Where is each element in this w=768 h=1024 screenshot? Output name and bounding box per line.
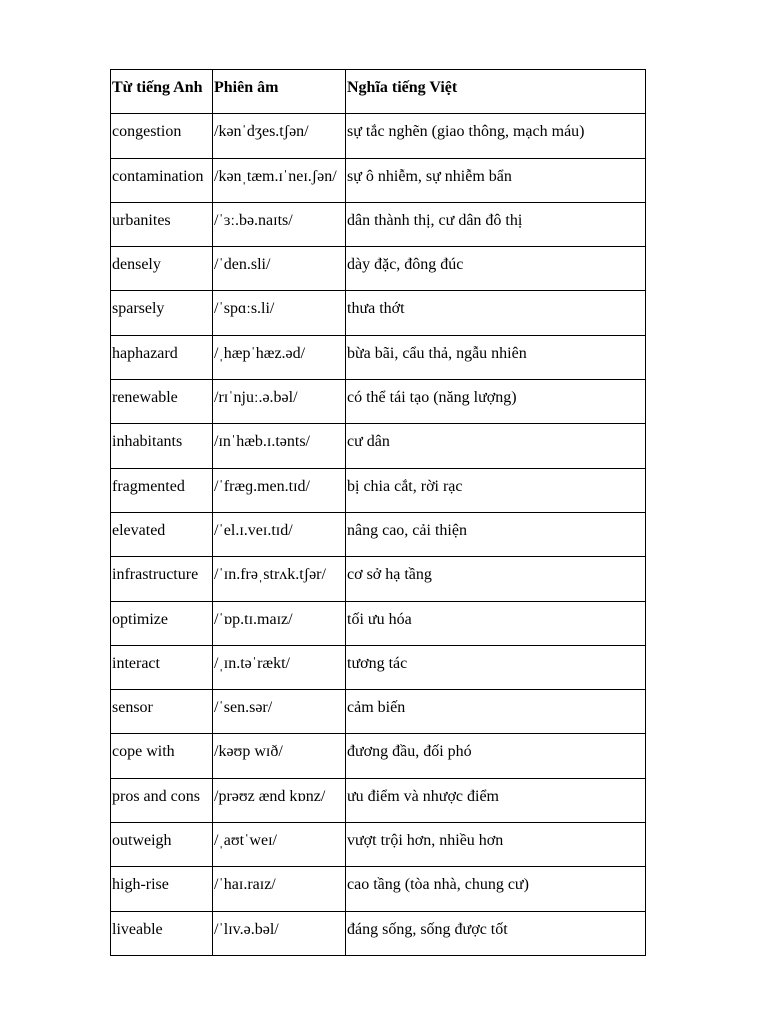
vietnamese-meaning-cell [346,380,646,424]
vietnamese-meaning-text: cao tầng (tòa nhà, chung cư) [347,876,529,894]
pronunciation-cell [213,424,346,468]
english-word-cell [111,557,213,601]
pronunciation-cell [213,335,346,379]
pronunciation-text: /ˌɪn.təˈrækt/ [214,654,290,672]
vietnamese-meaning-text: sự ô nhiễm, sự nhiễm bẩn [347,167,512,185]
english-word-cell [111,911,213,955]
table-row [111,512,646,556]
pronunciation-cell [213,911,346,955]
pronunciation-text: /ˈsen.sər/ [214,699,273,717]
vietnamese-meaning-cell [346,645,646,689]
pronunciation-cell [213,158,346,202]
pronunciation-cell [213,247,346,291]
vietnamese-meaning-cell [346,557,646,601]
english-word-cell [111,380,213,424]
table-row [111,158,646,202]
vietnamese-meaning-text: có thể tái tạo (năng lượng) [347,389,517,407]
table-row [111,291,646,335]
table-row [111,335,646,379]
vietnamese-meaning-text: cư dân [347,433,390,451]
vietnamese-meaning-cell [346,468,646,512]
vietnamese-meaning-text: nâng cao, cải thiện [347,521,467,539]
vocabulary-table [110,69,646,956]
english-word-text: cope with [112,743,175,761]
english-word-text: inhabitants [112,433,183,451]
pronunciation-cell [213,867,346,911]
english-word-text: densely [112,256,161,274]
pronunciation-cell [213,778,346,822]
table-row [111,424,646,468]
vietnamese-meaning-cell [346,911,646,955]
vietnamese-meaning-text: bừa bãi, cẩu thả, ngẫu nhiên [347,344,527,362]
pronunciation-cell [213,823,346,867]
english-word-cell [111,424,213,468]
table-row [111,778,646,822]
english-word-text: liveable [112,920,163,938]
english-word-cell [111,645,213,689]
english-word-cell [111,778,213,822]
english-word-text: fragmented [112,477,185,495]
english-word-text: pros and cons [112,787,200,805]
pronunciation-text: /ˌhæpˈhæz.əd/ [214,344,306,362]
pronunciation-text: /ˈɜː.bə.naɪts/ [214,211,293,229]
english-word-text: urbanites [112,211,171,229]
english-word-cell [111,114,213,158]
pronunciation-cell [213,512,346,556]
vietnamese-meaning-cell [346,335,646,379]
table-row [111,867,646,911]
pronunciation-text: /ˌaʊtˈweɪ/ [214,832,277,850]
pronunciation-cell [213,202,346,246]
pronunciation-text: /ˈɒp.tɪ.maɪz/ [214,610,293,628]
pronunciation-cell [213,291,346,335]
vietnamese-meaning-text: tối ưu hóa [347,610,412,628]
table-row [111,247,646,291]
header-vietnamese-text: Nghĩa tiếng Việt [347,79,458,96]
english-word-cell [111,335,213,379]
vietnamese-meaning-cell [346,291,646,335]
english-word-cell [111,734,213,778]
vietnamese-meaning-cell [346,114,646,158]
english-word-cell [111,468,213,512]
english-word-text: sensor [112,699,153,717]
vietnamese-meaning-cell [346,512,646,556]
vietnamese-meaning-text: cảm biến [347,699,406,717]
vietnamese-meaning-cell [346,867,646,911]
vietnamese-meaning-text: đáng sống, sống được tốt [347,920,508,938]
header-english-text: Từ tiếng Anh [112,79,203,96]
vietnamese-meaning-text: ưu điểm và nhược điểm [347,787,499,805]
english-word-text: infrastructure [112,566,199,584]
table-row [111,557,646,601]
vietnamese-meaning-text: vượt trội hơn, nhiều hơn [347,832,504,850]
vietnamese-meaning-text: sự tắc nghẽn (giao thông, mạch máu) [347,123,585,141]
pronunciation-text: /prəʊz ænd kɒnz/ [214,787,326,805]
vietnamese-meaning-cell [346,734,646,778]
vietnamese-meaning-cell [346,690,646,734]
vietnamese-meaning-text: đương đầu, đối phó [347,743,472,761]
english-word-cell [111,867,213,911]
english-word-cell [111,690,213,734]
table-row [111,690,646,734]
vietnamese-meaning-cell [346,247,646,291]
table-row [111,380,646,424]
pronunciation-cell [213,645,346,689]
english-word-cell [111,291,213,335]
english-word-cell [111,512,213,556]
pronunciation-text: /ˈden.sli/ [214,256,271,274]
vietnamese-meaning-cell [346,202,646,246]
english-word-cell [111,601,213,645]
table-row [111,645,646,689]
pronunciation-text: /ɪnˈhæb.ɪ.tənts/ [214,433,310,451]
header-pronunciation-text: Phiên âm [214,79,279,96]
table-row [111,601,646,645]
vietnamese-meaning-text: cơ sở hạ tầng [347,566,432,584]
table-row [111,114,646,158]
pronunciation-text: /kənˈdʒes.tʃən/ [214,123,309,141]
english-word-text: haphazard [112,344,178,362]
vietnamese-meaning-text: thưa thớt [347,300,405,318]
english-word-text: interact [112,654,160,672]
english-word-cell [111,247,213,291]
pronunciation-cell [213,557,346,601]
header-cell-vietnamese [346,70,646,114]
vietnamese-meaning-text: dày đặc, đông đúc [347,256,464,274]
english-word-text: optimize [112,610,168,628]
table-header-row [111,70,646,114]
table-row [111,911,646,955]
pronunciation-cell [213,380,346,424]
english-word-text: high-rise [112,876,169,894]
vietnamese-meaning-text: tương tác [347,654,408,672]
table-row [111,734,646,778]
pronunciation-text: /ˈhaɪ.raɪz/ [214,876,276,894]
english-word-cell [111,823,213,867]
pronunciation-cell [213,601,346,645]
vietnamese-meaning-text: bị chia cắt, rời rạc [347,477,463,495]
vietnamese-meaning-cell [346,778,646,822]
english-word-text: outweigh [112,832,172,850]
english-word-cell [111,202,213,246]
vietnamese-meaning-cell [346,823,646,867]
english-word-text: sparsely [112,300,165,318]
english-word-text: congestion [112,123,182,141]
vocabulary-table-body [111,70,646,956]
table-row [111,202,646,246]
english-word-text: elevated [112,521,166,539]
pronunciation-text: /ˈlɪv.ə.bəl/ [214,920,279,938]
vietnamese-meaning-cell [346,601,646,645]
header-cell-pronunciation [213,70,346,114]
table-row [111,468,646,512]
pronunciation-text: /ˈɪn.frəˌstrʌk.tʃər/ [214,566,326,584]
pronunciation-cell [213,468,346,512]
pronunciation-text: /ˈfræɡ.men.tɪd/ [214,477,310,495]
english-word-cell [111,158,213,202]
english-word-text: contamination [112,167,204,185]
pronunciation-cell [213,690,346,734]
pronunciation-cell [213,734,346,778]
pronunciation-text: /ˈel.ɪ.veɪ.tɪd/ [214,521,293,539]
pronunciation-text: /ˈspɑːs.li/ [214,300,275,318]
vietnamese-meaning-cell [346,424,646,468]
pronunciation-text: /kəʊp wɪð/ [214,743,283,761]
table-row [111,823,646,867]
pronunciation-text: /rɪˈnjuː.ə.bəl/ [214,389,298,407]
english-word-text: renewable [112,389,178,407]
vietnamese-meaning-text: dân thành thị, cư dân đô thị [347,211,523,229]
pronunciation-cell [213,114,346,158]
pronunciation-text: /kənˌtæm.ɪˈneɪ.ʃən/ [214,167,337,185]
vietnamese-meaning-cell [346,158,646,202]
header-cell-english [111,70,213,114]
